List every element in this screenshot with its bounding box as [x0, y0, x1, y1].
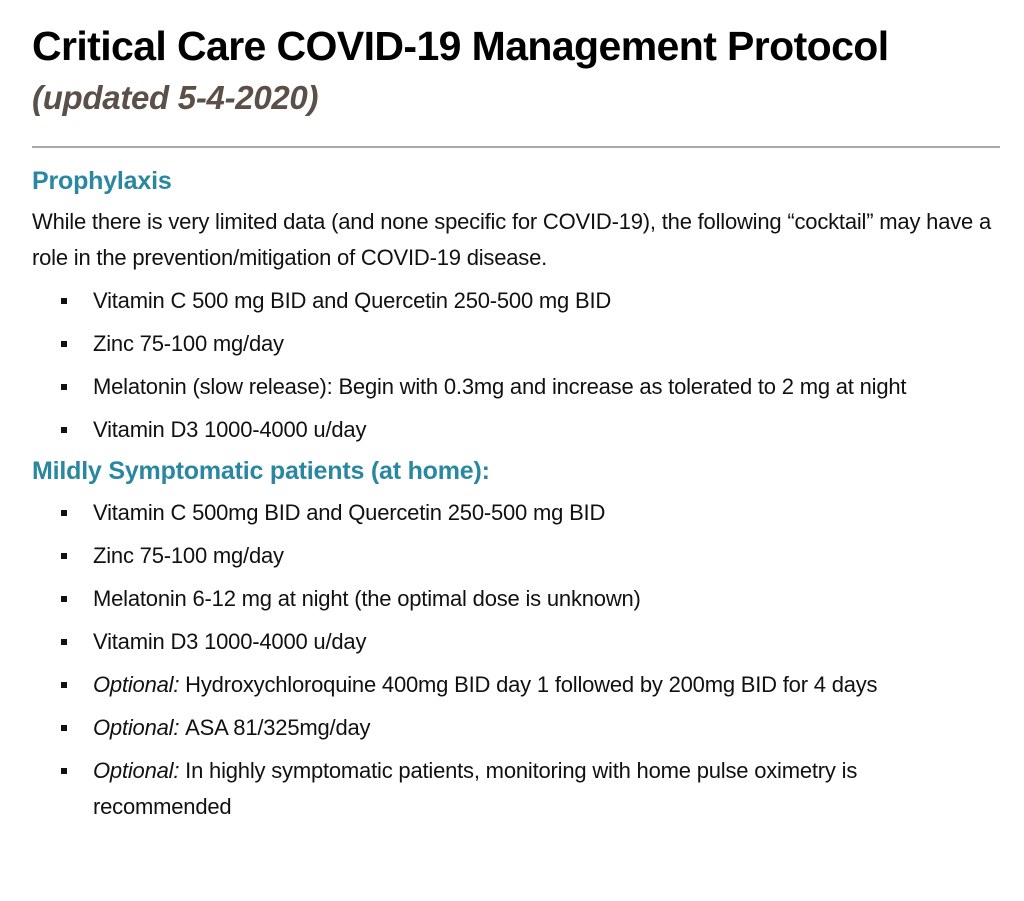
optional-label: Optional: — [93, 758, 186, 783]
list-item-text: Vitamin D3 1000-4000 u/day — [93, 629, 367, 654]
bullet-icon — [61, 341, 67, 347]
protocol-document — [32, 20, 1000, 825]
optional-label: Optional: — [93, 672, 186, 697]
divider — [32, 146, 1000, 148]
list-item-text: Melatonin 6-12 mg at night (the optimal dose is unknown) — [93, 586, 641, 611]
list-item — [32, 624, 953, 660]
list-item — [32, 753, 953, 825]
list-item-text: In highly symptomatic patients, monitoring with home pulse oximetry is recommended — [93, 758, 858, 819]
optional-label: Optional: — [93, 715, 186, 740]
list-item-text: Hydroxychloroquine 400mg BID day 1 followed by 200mg BID for 4 days — [185, 672, 878, 697]
list-item — [32, 495, 953, 531]
prophylaxis-heading: Prophylaxis — [32, 167, 172, 195]
list-item — [32, 538, 953, 574]
list-item-text: Vitamin C 500mg BID and Quercetin 250-500 mg BID — [93, 500, 606, 525]
bullet-icon — [61, 725, 67, 731]
bullet-icon — [61, 639, 67, 645]
list-item — [32, 581, 953, 617]
page-title: Critical Care COVID-19 Management Protocol — [32, 23, 889, 69]
prophylaxis-intro: While there is very limited data (and none specific for COVID-19), the following “cocktail” may have a role in the prevention/mitigation of COVID-19 disease. — [32, 209, 992, 270]
mildly-symptomatic-heading: Mildly Symptomatic patients (at home): — [32, 457, 490, 485]
bullet-icon — [61, 596, 67, 602]
bullet-icon — [61, 427, 67, 433]
bullet-icon — [61, 384, 67, 390]
list-item — [32, 283, 953, 319]
bullet-icon — [61, 768, 67, 774]
bullet-icon — [61, 553, 67, 559]
list-item-text: ASA 81/325mg/day — [185, 715, 371, 740]
list-item — [32, 667, 953, 703]
list-item-text: Vitamin D3 1000-4000 u/day — [93, 417, 367, 442]
bullet-icon — [61, 682, 67, 688]
bullet-icon — [61, 298, 67, 304]
list-item-text: Vitamin C 500 mg BID and Quercetin 250-500 mg BID — [93, 288, 612, 313]
list-item — [32, 710, 953, 746]
list-item — [32, 369, 953, 405]
bullet-icon — [61, 510, 67, 516]
list-item-text: Zinc 75-100 mg/day — [93, 331, 284, 356]
list-item-text: Melatonin (slow release): Begin with 0.3mg and increase as tolerated to 2 mg at night — [93, 374, 907, 399]
updated-date: (updated 5-4-2020) — [32, 79, 319, 116]
prophylaxis-list — [32, 283, 1000, 448]
list-item — [32, 326, 953, 362]
list-item-text: Zinc 75-100 mg/day — [93, 543, 284, 568]
list-item — [32, 412, 953, 448]
mildly-symptomatic-list — [32, 495, 1000, 825]
